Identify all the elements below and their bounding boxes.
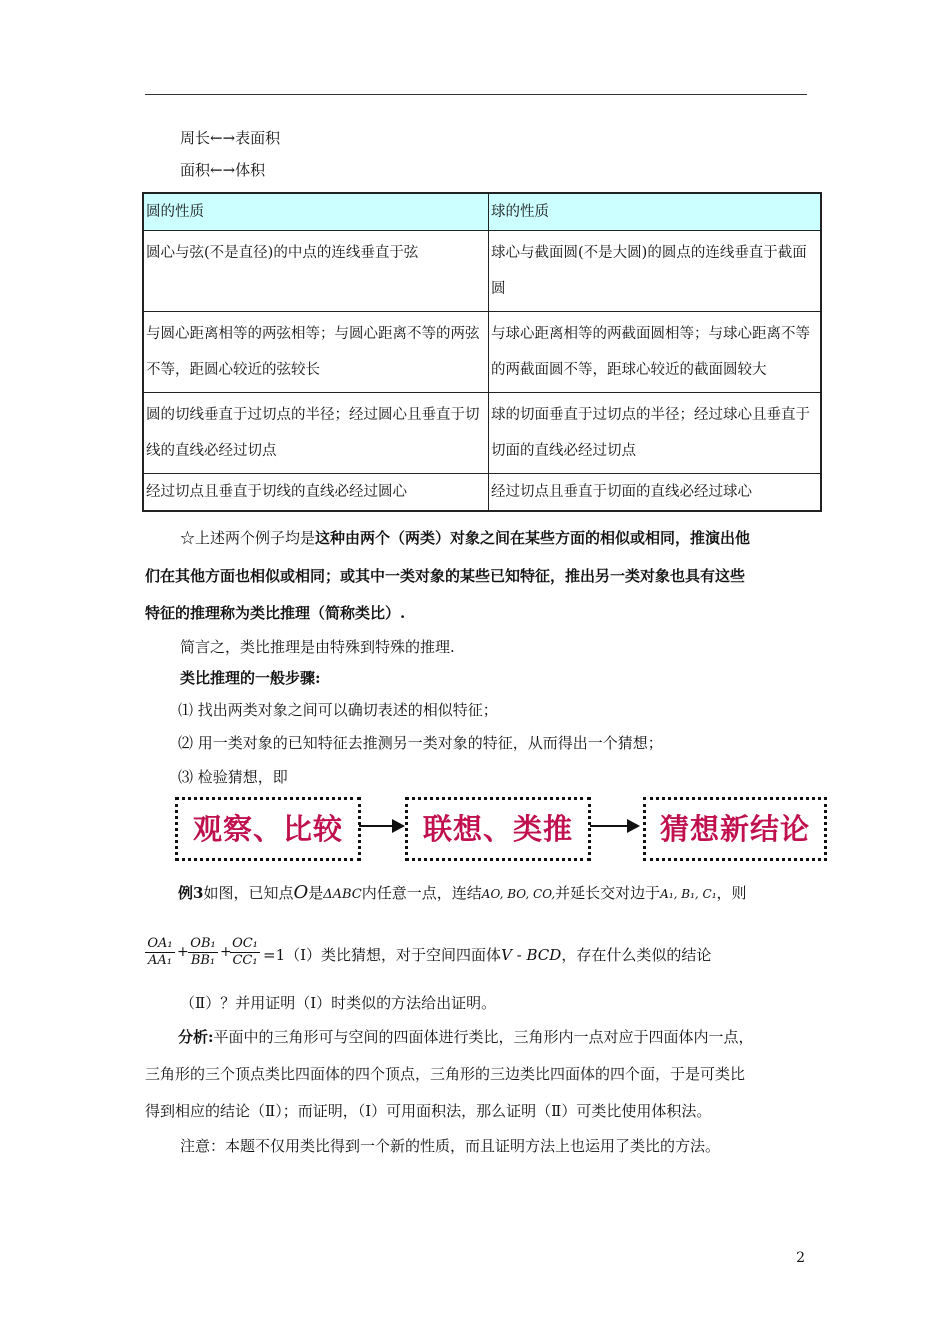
analogy-line-area: 面积←→体积 — [180, 161, 266, 179]
comparison-table — [142, 192, 822, 512]
equals-one: =1 — [263, 946, 286, 964]
table-cell: 球的切面垂直于过切点的半径；经过球心且垂直于切面的直线必经过切点 — [489, 393, 822, 474]
table-cell: 圆的切线垂直于过切点的半径；经过圆心且垂直于切线的直线必经过切点 — [143, 393, 489, 474]
steps-title: 类比推理的一般步骤: — [180, 669, 321, 687]
table-cell: 经过切点且垂直于切面的直线必经过球心 — [489, 474, 822, 512]
table-header-row — [143, 193, 821, 231]
example-text: 是 — [308, 884, 324, 902]
table-cell: 与圆心距离相等的两弦相等；与圆心距离不等的两弦不等，距圆心较近的弦较长 — [143, 312, 489, 393]
analysis-label: 分析: — [178, 1028, 214, 1046]
fraction-numerator: OB₁ — [188, 936, 218, 953]
fraction-denominator: AA₁ — [148, 953, 172, 968]
definition-line-3: 特征的推理称为类比推理（简称类比）. — [145, 604, 406, 622]
definition-line-1 — [180, 528, 750, 548]
example-text: 如图，已知点 — [203, 884, 294, 902]
flow-box-conjecture: 猜想新结论 — [643, 797, 827, 861]
example-text: 并延长交对边于 — [555, 884, 661, 902]
fraction-denominator: CC₁ — [232, 953, 258, 968]
table-cell: 球心与截面圆(不是大圆)的圆点的连线垂直于截面圆 — [489, 231, 822, 312]
example-label: 例3 — [178, 884, 204, 902]
table-row — [143, 393, 821, 474]
fraction-oc — [230, 936, 260, 969]
example-line-2 — [263, 945, 711, 965]
arrow-right-icon — [392, 819, 405, 833]
point-o: O — [293, 882, 309, 903]
header-rule — [145, 94, 807, 95]
analysis-line-3: 得到相应的结论（Ⅱ）；而证明，（Ⅰ）可用面积法，那么证明（Ⅱ）可类比使用体积法。 — [145, 1102, 712, 1120]
plus-sign: + — [177, 944, 189, 960]
table-row — [143, 474, 821, 512]
flow-arrow-2 — [590, 825, 628, 827]
table-row — [143, 312, 821, 393]
fraction-numerator: OC₁ — [230, 936, 260, 953]
analysis-line-1 — [178, 1027, 754, 1047]
triangle-abc: ΔABC — [323, 887, 362, 902]
definition-bold-1: 这种由两个（两类）对象之间在某些方面的相似或相同，推演出他 — [315, 529, 751, 547]
table-row — [143, 231, 821, 312]
fraction-denominator: BB₁ — [190, 953, 216, 968]
plus-sign: + — [220, 944, 232, 960]
analogy-line-perimeter: 周长←→表面积 — [180, 129, 281, 147]
step-1: ⑴ 找出两类对象之间可以确切表述的相似特征； — [178, 701, 498, 719]
definition-prefix: ☆上述两个例子均是 — [180, 529, 316, 547]
example-text: ，存在什么类似的结论 — [561, 946, 712, 964]
page-number: 2 — [796, 1250, 805, 1266]
table-cell: 经过切点且垂直于切线的直线必经过圆心 — [143, 474, 489, 512]
fraction-ob — [188, 936, 218, 969]
definition-line-2: 们在其他方面也相似或相同；或其中一类对象的某些已知特征，推出另一类对象也具有这些 — [145, 567, 746, 585]
table-cell: 与球心距离相等的两截面圆相等；与球心距离不等的两截面圆不等，距球心较近的截面圆较大 — [489, 312, 822, 393]
summary-text: 简言之，类比推理是由特殊到特殊的推理. — [180, 638, 455, 656]
analysis-line-2: 三角形的三个顶点类比四面体的四个顶点，三角形的三边类比四面体的四个面，于是可类比 — [145, 1065, 746, 1083]
flow-box-associate: 联想、类推 — [405, 797, 591, 861]
example-line-1 — [178, 883, 747, 905]
example-text: ，则 — [716, 884, 747, 902]
fraction-oa — [145, 936, 175, 969]
foot-points: A₁, B₁, C₁ — [660, 887, 717, 901]
segments: AO, BO, CO, — [481, 887, 556, 901]
table-cell: 圆心与弦(不是直径)的中点的连线垂直于弦 — [143, 231, 489, 312]
flow-arrow-1 — [359, 825, 394, 827]
flow-box-observe: 观察、比较 — [175, 797, 361, 861]
analysis-text: 平面中的三角形可与空间的四面体进行类比，三角形内一点对应于四面体内一点， — [213, 1028, 754, 1046]
arrow-right-icon — [627, 819, 640, 833]
fraction-numerator: OA₁ — [145, 936, 175, 953]
step-2: ⑵ 用一类对象的已知特征去推测另一类对象的特征，从而得出一个猜想； — [178, 734, 663, 752]
tetrahedron: V - BCD — [501, 946, 562, 964]
table-header-circle: 圆的性质 — [143, 193, 489, 231]
step-3: ⑶ 检验猜想，即 — [178, 768, 288, 786]
example-text: 内任意一点，连结 — [361, 884, 482, 902]
example-text: （Ⅰ）类比猜想，对于空间四面体 — [285, 946, 502, 964]
note-text: 注意：本题不仅用类比得到一个新的性质，而且证明方法上也运用了类比的方法。 — [180, 1137, 721, 1155]
example-line-3: （Ⅱ）？并用证明（Ⅰ）时类似的方法给出证明。 — [180, 994, 497, 1012]
table-header-sphere: 球的性质 — [489, 193, 822, 231]
